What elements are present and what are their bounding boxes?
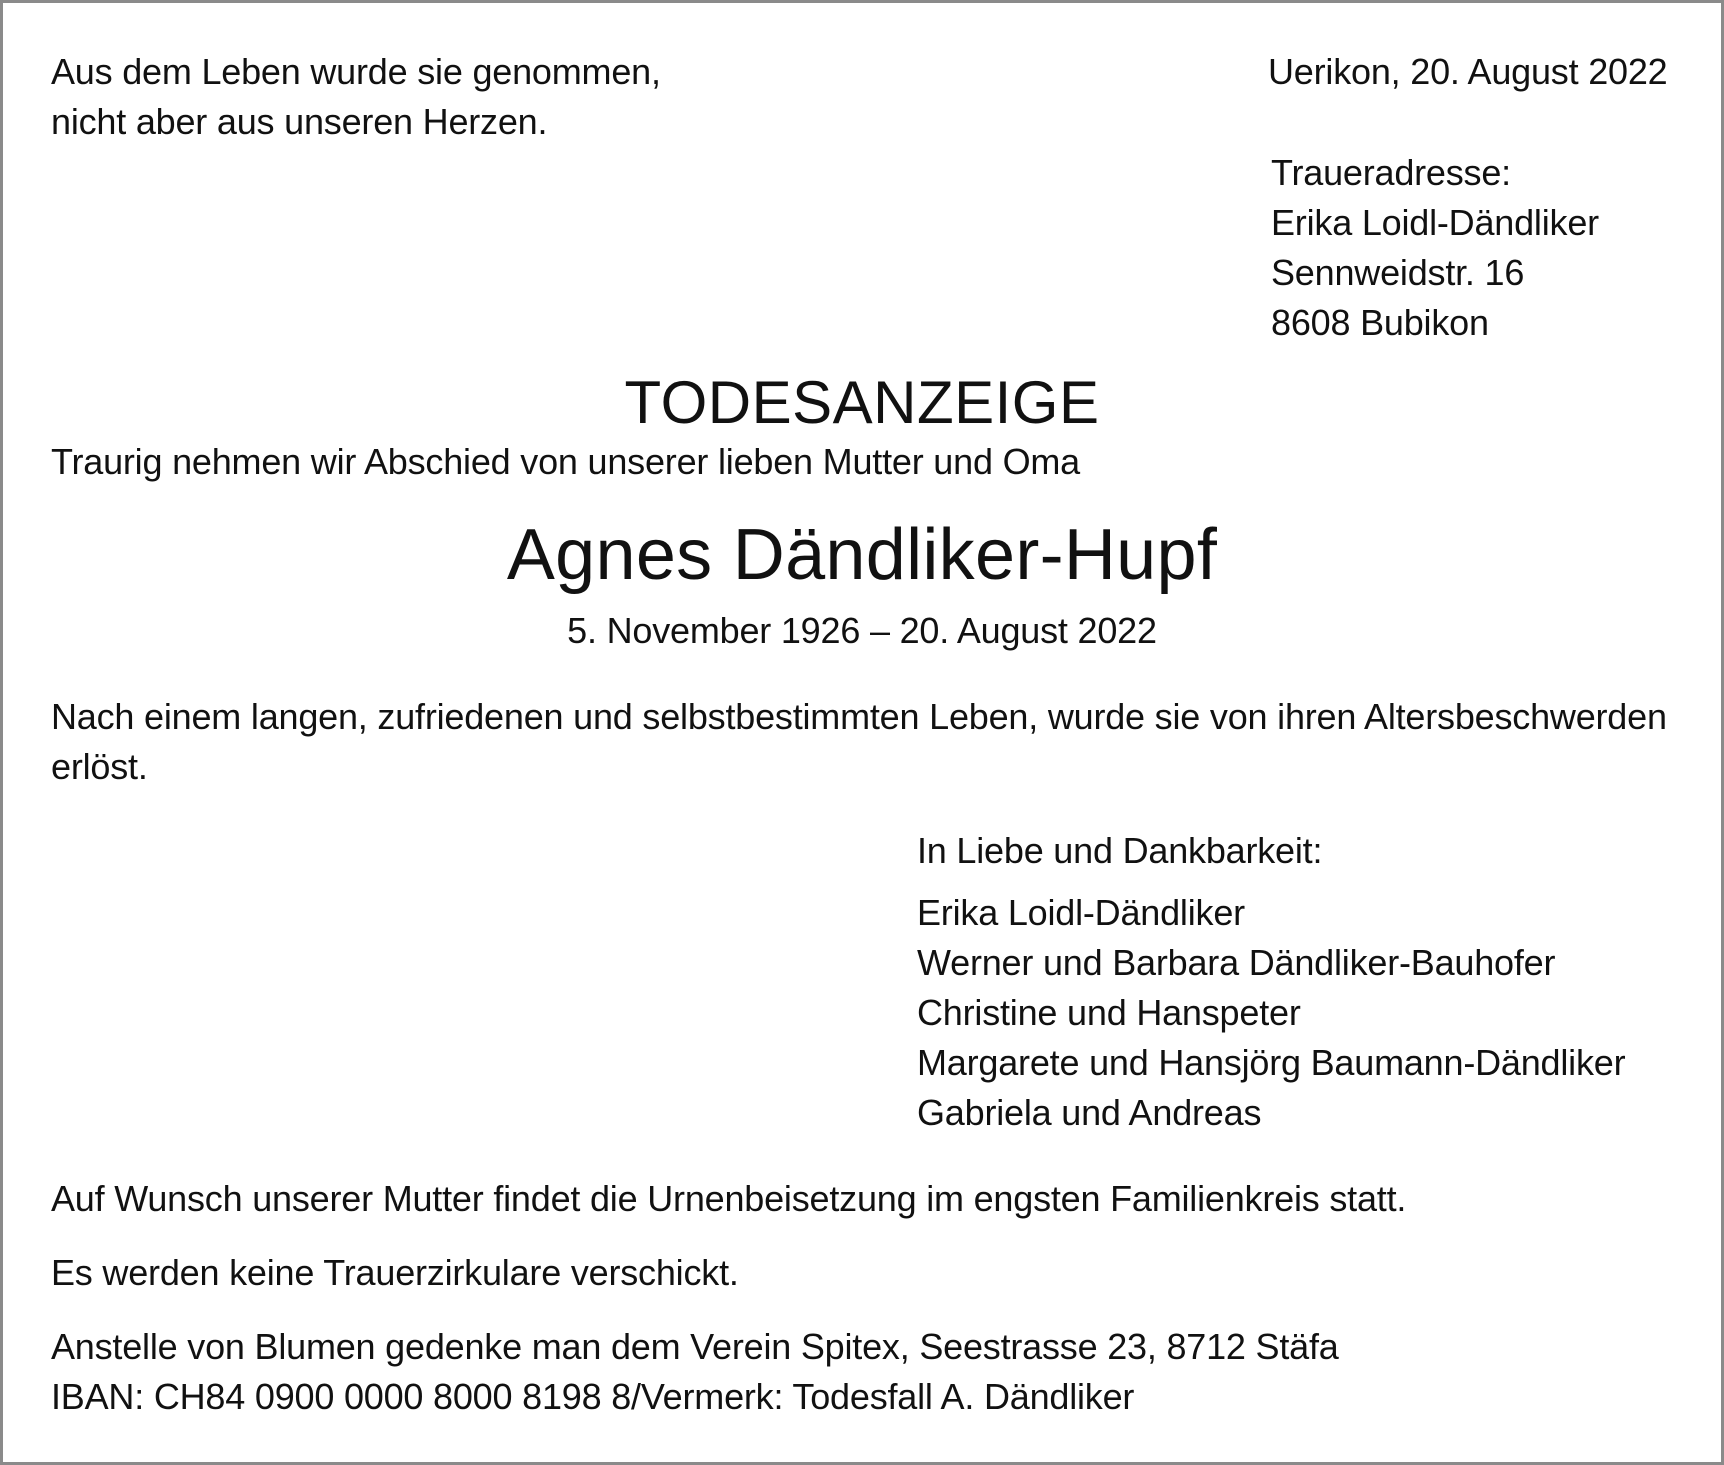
deceased-name: Agnes Dändliker-Hupf xyxy=(506,515,1218,595)
signatory-name: Margarete und Hansjörg Baumann-Dändliker xyxy=(917,1042,1626,1083)
signatories-list xyxy=(917,888,1625,1138)
body-line-1: Nach einem langen, zufriedenen und selbstbestimmten Leben, wurde sie von ihren Altersbeschwerden xyxy=(51,696,1667,737)
notice-heading: TODESANZEIGE xyxy=(624,369,1100,436)
motto xyxy=(51,47,661,147)
mourning-address-street: Sennweidstr. 16 xyxy=(1271,252,1525,293)
burial-note: Auf Wunsch unserer Mutter findet die Urnenbeisetzung im engsten Familienkreis statt. xyxy=(51,1178,1407,1219)
life-dates: 5. November 1926 – 20. August 2022 xyxy=(567,610,1157,651)
mourning-address-city: 8608 Bubikon xyxy=(1271,302,1489,343)
donation-line-1: Anstelle von Blumen gedenke man dem Verein Spitex, Seestrasse 23, 8712 Stäfa xyxy=(51,1326,1339,1367)
body-line-2: erlöst. xyxy=(51,746,148,787)
mourning-address-name: Erika Loidl-Dändliker xyxy=(1271,202,1599,243)
circulars-note: Es werden keine Trauerzirkulare verschickt. xyxy=(51,1252,739,1293)
place-date: Uerikon, 20. August 2022 xyxy=(1268,51,1668,92)
signatory-name: Werner und Barbara Dändliker-Bauhofer xyxy=(917,942,1556,983)
signatories-label: In Liebe und Dankbarkeit: xyxy=(917,830,1323,871)
body-text xyxy=(51,692,1667,792)
donation-line-2: IBAN: CH84 0900 0000 8000 8198 8/Vermerk: Todesfall A. Dändliker xyxy=(51,1376,1135,1417)
donation-note xyxy=(51,1322,1339,1422)
mourning-address xyxy=(1271,148,1599,348)
intro-text: Traurig nehmen wir Abschied von unserer lieben Mutter und Oma xyxy=(51,441,1080,482)
signatory-name: Erika Loidl-Dändliker xyxy=(917,892,1245,933)
motto-line-2: nicht aber aus unseren Herzen. xyxy=(51,101,548,142)
signatory-name: Christine und Hanspeter xyxy=(917,992,1301,1033)
mourning-address-label: Traueradresse: xyxy=(1271,152,1511,193)
signatory-name: Gabriela und Andreas xyxy=(917,1092,1262,1133)
motto-line-1: Aus dem Leben wurde sie genommen, xyxy=(51,51,661,92)
